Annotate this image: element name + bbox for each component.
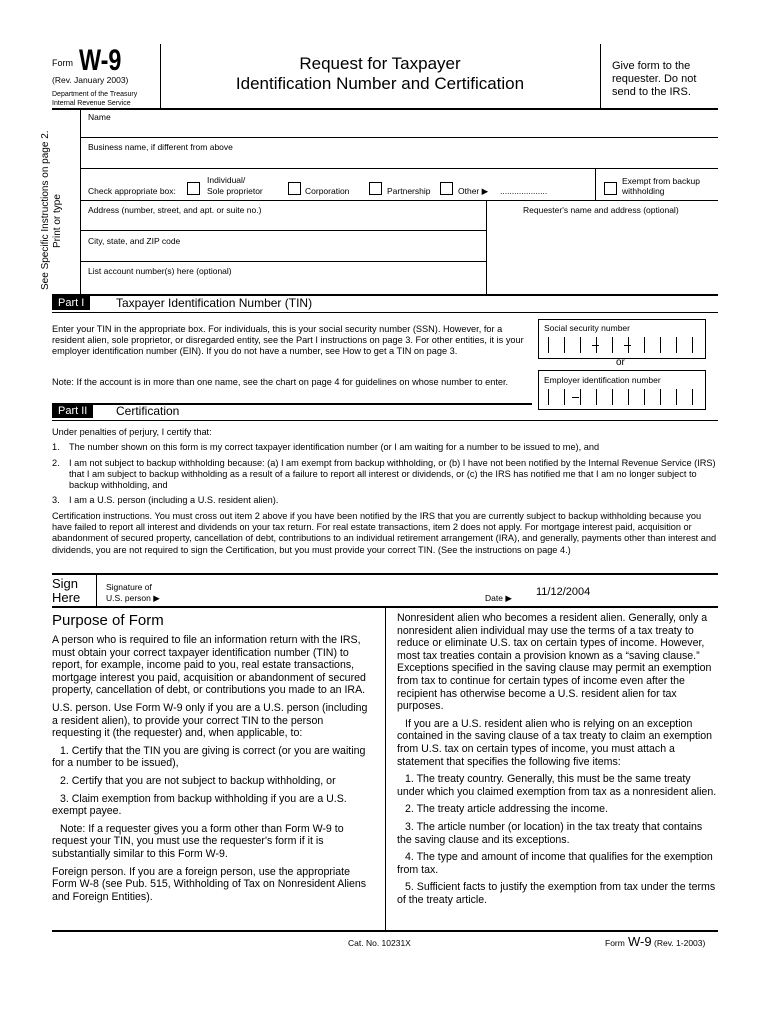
signature-field[interactable] xyxy=(170,580,470,604)
certification-instructions: Certification instructions. You must cross out item 2 above if you have been notified by the IRS that you are currently subject to backup withholding because you have failed to report all interest and dividends on your tax return. For real estate transactions, item 2 does not apply. For mortgage interest paid, acquisition or abandonment of secured property, cancellation of debt, contributions to an individual retirement arrangement (IRA), and generally, payments other than interest and dividends, you are not required to sign the Certification, but you must provide your correct TIN. (See the instructions on page 4.) xyxy=(52,511,717,555)
purpose-right-para: 1. The treaty country. Generally, this must be the same treaty under which you claimed exemption from tax as a nonresident alien. xyxy=(397,773,717,798)
purpose-right-para: If you are a U.S. resident alien who is relying on an exception contained in the saving clause of a tax treaty to claim an exemption from U.S. tax on certain types of income, you must attach a statement that specifies the following five items: xyxy=(397,717,713,768)
requester-input[interactable] xyxy=(490,218,716,288)
city-input[interactable] xyxy=(82,246,482,260)
corporation-label: Corporation xyxy=(305,186,350,196)
purpose-left-para: 2. Certify that you are not subject to backup withholding, or xyxy=(60,774,336,787)
purpose-left-para: A person who is required to file an information return with the IRS, must obtain your correct taxpayer identification number (TIN) to report, for example, income paid to you, real estate transactions, mortgage interest you paid, acquisition or abandonment of secured property, cancellation of debt, or contributions you made to an IRA. xyxy=(52,634,366,697)
name-input[interactable] xyxy=(82,122,716,136)
business-name-input[interactable] xyxy=(82,152,716,166)
cert-item-2-text: I am not subject to backup withholding because: (a) I am exempt from backup withholding, or (b) I have not been notified by the Internal Revenue Service (IRS) that I am subject to backup withholding as a result of a failure to report all interest or dividends, or (c) the IRS has notified me that I am no longer subject to backup withholding, and xyxy=(69,458,716,491)
revision-date: (Rev. January 2003) xyxy=(52,75,129,85)
side-print-or-type: Print or type xyxy=(52,194,63,248)
purpose-left-para: Note: If a requester gives you a form other than Form W-9 to request your TIN, you must use the requester's form if it is substantially similar to this Form W-9. xyxy=(52,822,344,860)
account-input[interactable] xyxy=(82,277,482,291)
part-1-label: Part I xyxy=(52,296,90,310)
signature-label-2: U.S. person ▶ xyxy=(106,593,160,603)
individual-label-1: Individual/ xyxy=(207,175,246,185)
address-input[interactable] xyxy=(82,216,482,230)
tin-instructions: Enter your TIN in the appropriate box. For individuals, this is your social security number (SSN). However, for a resident alien, sole proprietor, or disregarded entity, see the Part I instructions on page 3. For other entities, it is your employer identification number (EIN). If you do not have a number, see How to get a TIN on page 3. xyxy=(52,324,524,357)
exempt-label-2: withholding xyxy=(622,186,665,196)
corporation-checkbox[interactable] xyxy=(288,182,301,195)
catalog-number: Cat. No. 10231X xyxy=(348,938,411,948)
part-2-title: Certification xyxy=(116,404,180,418)
other-label: Other ▶ xyxy=(458,186,489,196)
footer-revision: (Rev. 1-2003) xyxy=(654,938,706,948)
department-line-2: Internal Revenue Service xyxy=(52,100,131,107)
purpose-right-para: Nonresident alien who becomes a resident alien. Generally, only a nonresident alien individual may use the terms of a tax treaty to reduce or eliminate U.S. tax on certain types of income. However, most tax treaties contain a provision known as a “saving clause.” Exceptions specified in the saving clause may permit an exemption from tax to continue for certain types of income even after the recipient has otherwise become a U.S. resident alien for tax purposes. xyxy=(397,612,712,713)
purpose-right-para: 3. The article number (or location) in the tax treaty that contains the saving clause and its exceptions. xyxy=(397,820,703,846)
form-word: Form xyxy=(52,58,73,68)
account-label: List account number(s) here (optional) xyxy=(88,266,232,276)
cert-item-3-num: 3. xyxy=(52,495,60,505)
part-1-title: Taxpayer Identification Number (TIN) xyxy=(116,296,313,310)
partnership-checkbox[interactable] xyxy=(369,182,382,195)
purpose-right-para: 5. Sufficient facts to justify the exemption from tax under the terms of the treaty article. xyxy=(397,881,716,906)
purpose-left-para: 1. Certify that the TIN you are giving is correct (or you are waiting for a number to be issued), xyxy=(52,744,366,770)
other-checkbox[interactable] xyxy=(440,182,453,195)
partnership-label: Partnership xyxy=(387,186,431,196)
exempt-checkbox[interactable] xyxy=(604,182,617,195)
name-label: Name xyxy=(88,112,111,122)
purpose-right-para: 2. The treaty article addressing the income. xyxy=(405,803,608,816)
city-label: City, state, and ZIP code xyxy=(88,236,181,246)
form-number: W-9 xyxy=(79,44,122,77)
address-label: Address (number, street, and apt. or suite no.) xyxy=(88,205,262,215)
purpose-left-para: U.S. person. Use Form W-9 only if you are a U.S. person (including a resident alien), to provide your correct TIN to the person requesting it (the requester) and, when applicable, to: xyxy=(52,701,368,740)
ein-input[interactable] xyxy=(548,389,698,405)
give-form-instruction: Give form to the requester. Do not send to the IRS. xyxy=(612,60,697,98)
exempt-label-1: Exempt from backup xyxy=(622,176,700,186)
purpose-left-column xyxy=(52,634,372,908)
or-separator: or xyxy=(616,357,625,368)
cert-item-2-num: 2. xyxy=(52,458,60,468)
ssn-label: Social security number xyxy=(544,323,630,333)
individual-label-2: Sole proprietor xyxy=(207,186,263,196)
footer-form-word: Form xyxy=(605,938,625,948)
other-dotted-line: .................... xyxy=(500,186,548,196)
business-name-label: Business name, if different from above xyxy=(88,142,233,152)
certification-intro: Under penalties of perjury, I certify that: xyxy=(52,427,212,437)
purpose-right-column xyxy=(397,612,719,911)
sign-label: Sign xyxy=(52,576,79,591)
ein-label: Employer identification number xyxy=(544,375,661,385)
check-box-label: Check appropriate box: xyxy=(88,186,176,196)
ssn-input[interactable] xyxy=(548,337,698,353)
requester-label: Requester's name and address (optional) xyxy=(523,205,679,215)
purpose-left-para: 3. Claim exemption from backup withholding if you are a U.S. exempt payee. xyxy=(52,792,347,818)
part-2-label: Part II xyxy=(52,404,93,418)
side-instructions: See Specific Instructions on page 2. xyxy=(40,130,51,290)
form-title-line-1: Request for Taxpayer xyxy=(299,54,461,73)
purpose-heading: Purpose of Form xyxy=(52,612,164,629)
cert-item-1-text: The number shown on this form is my correct taxpayer identification number (or I am waiting for a number to be issued to me), and xyxy=(69,442,600,452)
form-title-line-2: Identification Number and Certification xyxy=(235,74,525,93)
purpose-left-para: Foreign person. If you are a foreign person, use the appropriate Form W-8 (see Pub. 515, Withholding of Tax on Nonresident Aliens and Foreign Entities). xyxy=(52,865,367,903)
here-label: Here xyxy=(52,590,81,605)
signature-label-1: Signature of xyxy=(106,582,152,592)
date-label: Date ▶ xyxy=(485,593,512,603)
date-field[interactable]: 11/12/2004 xyxy=(536,586,591,598)
footer-form-number: W-9 xyxy=(628,934,652,949)
purpose-right-para: 4. The type and amount of income that qualifies for the exemption from tax. xyxy=(397,851,713,876)
individual-checkbox[interactable] xyxy=(187,182,200,195)
tin-note: Note: If the account is in more than one name, see the chart on page 4 for guidelines on whose number to enter. xyxy=(52,377,509,387)
department-line-1: Department of the Treasury xyxy=(52,91,138,98)
cert-item-1-num: 1. xyxy=(52,442,60,452)
cert-item-3-text: I am a U.S. person (including a U.S. resident alien). xyxy=(69,495,279,505)
